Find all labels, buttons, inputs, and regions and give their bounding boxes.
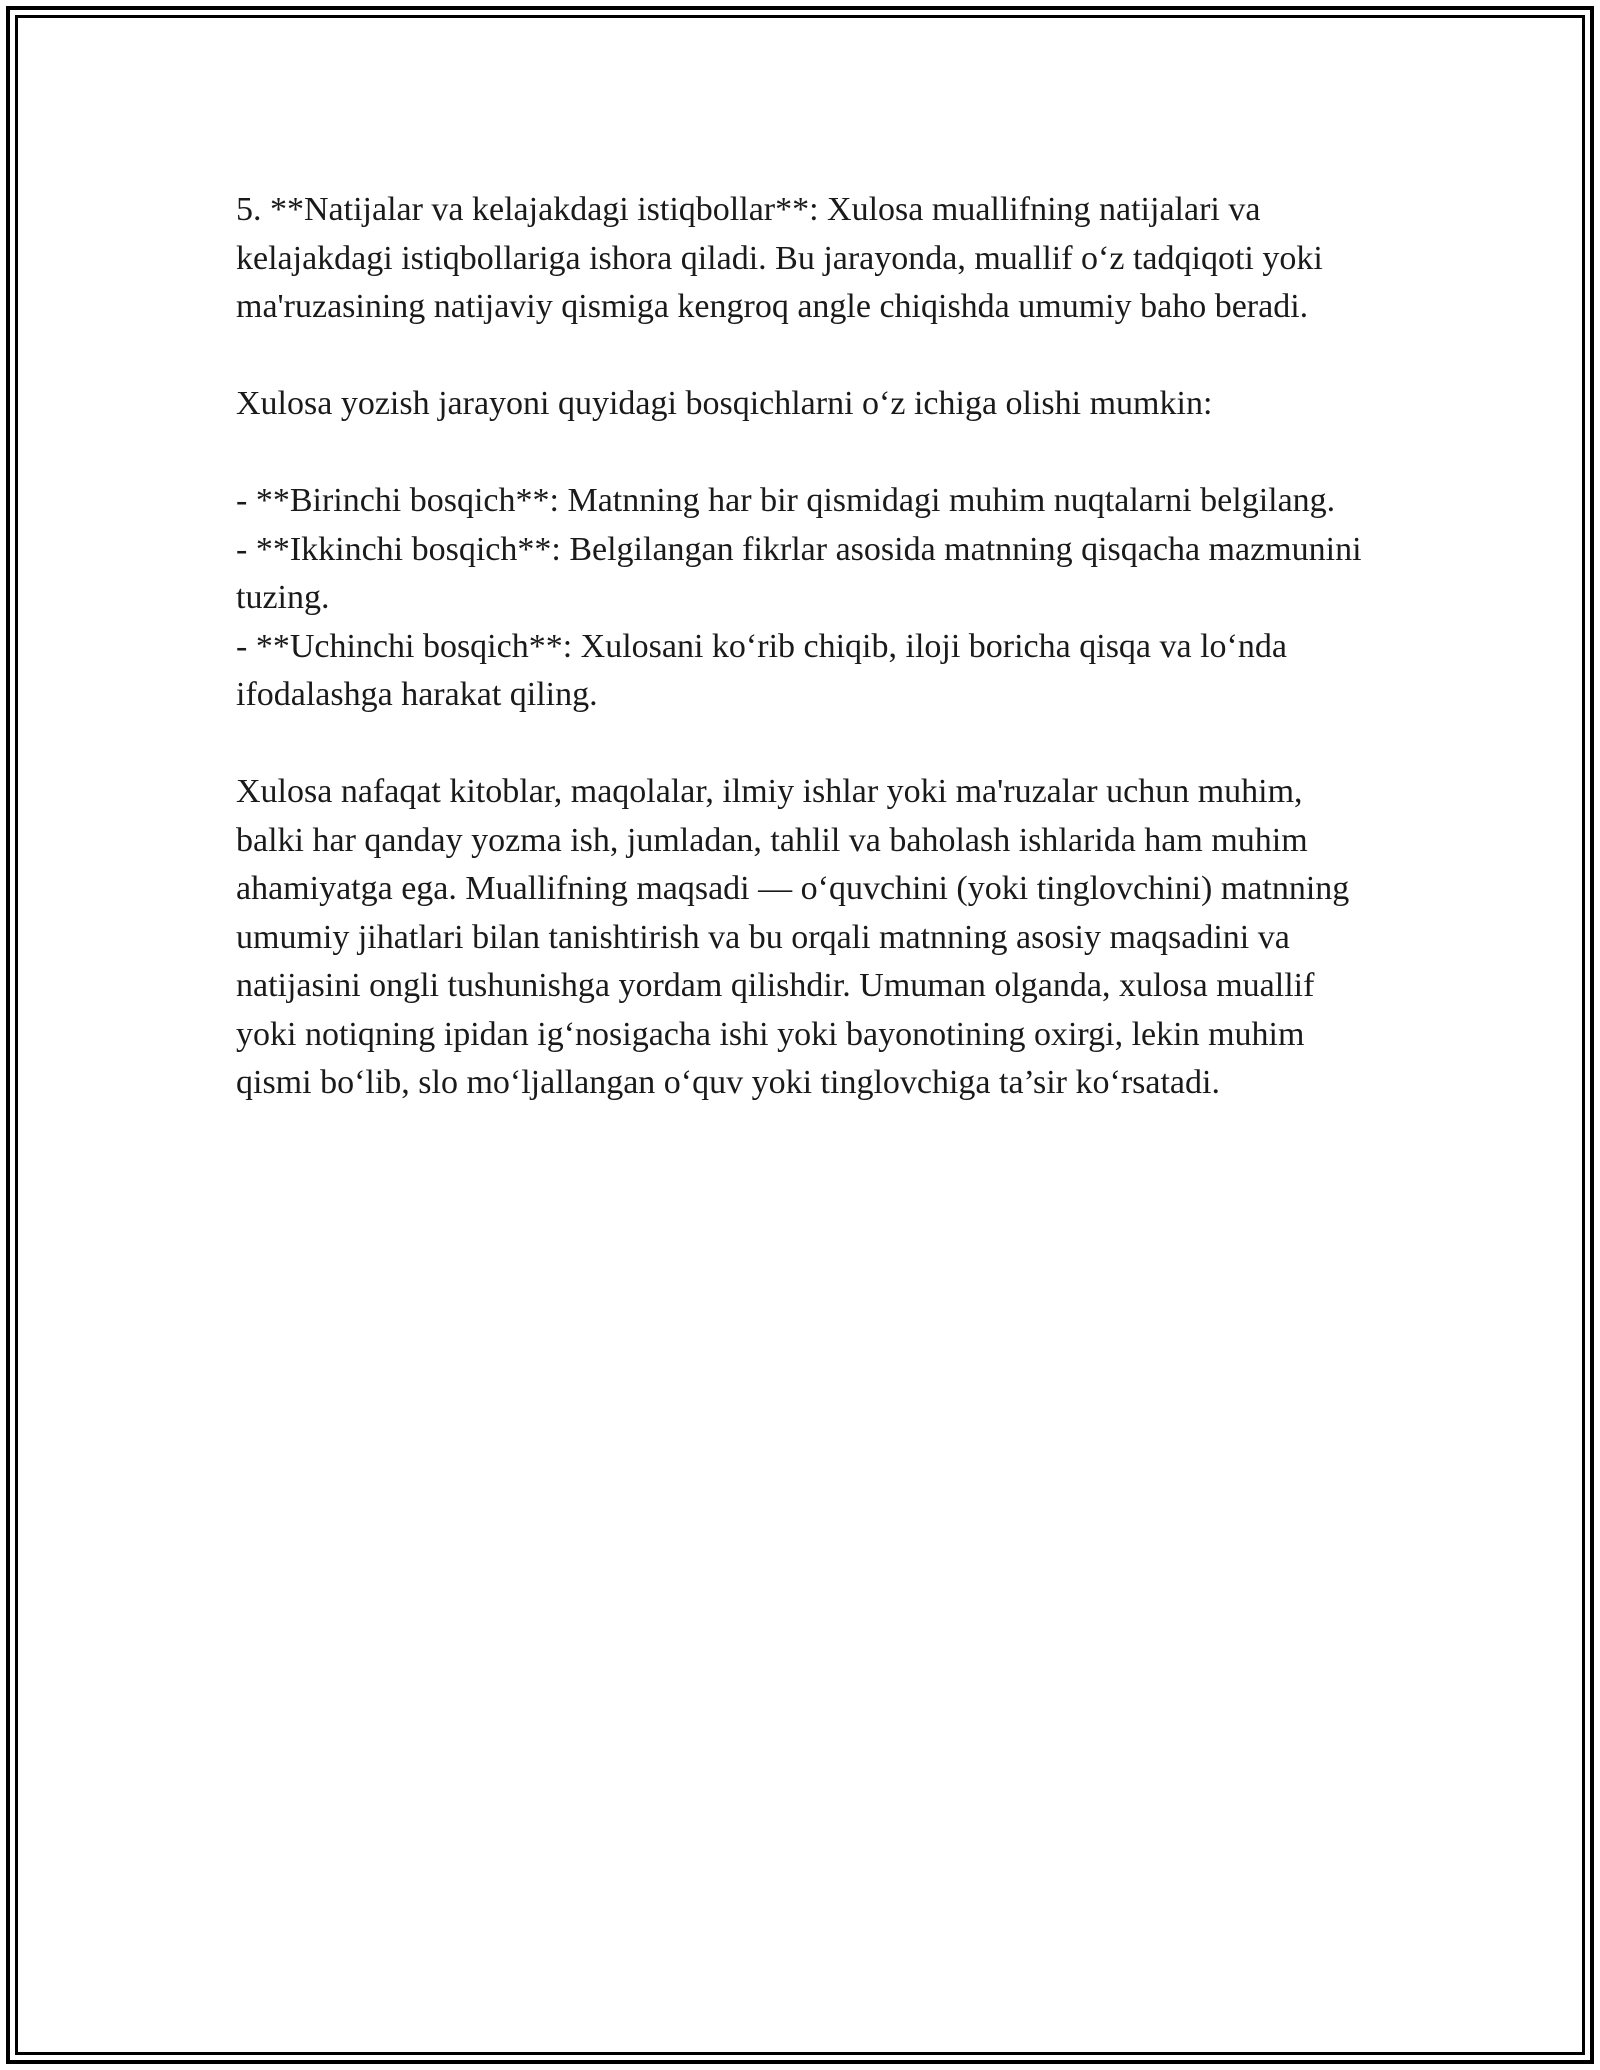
paragraph-spacer [236,429,1376,478]
paragraph-steps-intro: Xulosa yozish jarayoni quyidagi bosqichlarni o‘z ichiga olishi mumkin: [236,385,1213,422]
list-item-step-2: - **Ikkinchi bosqich**: Belgilangan fikrlar asosida matnning qisqacha mazmunini tuzing. [236,530,1371,616]
paragraph-spacer [236,332,1376,381]
paragraph-results-outlook: 5. **Natijalar va kelajakdagi istiqbollar**: Xulosa muallifning natijalari va kelajakdagi istiqbollariga ishora qiladi. Bu jarayonda, muallif o‘z tadqiqoti yoki ma'ruzasining natijaviy qismiga kengroq angle chiqishda umumiy baho beradi. [236,191,1332,325]
paragraph-spacer [236,720,1376,769]
document-body [236,186,1376,1108]
paragraph-conclusion: Xulosa nafaqat kitoblar, maqolalar, ilmiy ishlar yoki ma'ruzalar uchun muhim, balki har qanday yozma ish, jumladan, tahlil va baholash ishlarida ham muhim ahamiyatga ega. Muallifning maqsadi — o‘quvchini (yoki tinglovchini) matnning umumiy jihatlari bilan tanishtirish va bu orqali matnning asosiy maqsadini va natijasini ongli tushunishga yordam qilishdir. Umuman olganda, xulosa muallif yoki notiqning ipidan ig‘nosigacha ishi yoki bayonotining oxirgi, lekin muhim qismi bo‘lib, slo mo‘ljallangan o‘quv yoki tinglovchiga ta’sir ko‘rsatadi. [236,773,1358,1101]
list-item-step-3: - **Uchinchi bosqich**: Xulosani ko‘rib chiqib, iloji boricha qisqa va lo‘nda ifodalashga harakat qiling. [236,627,1296,713]
list-item-step-1: - **Birinchi bosqich**: Matnning har bir qismidagi muhim nuqtalarni belgilang. [236,482,1336,519]
